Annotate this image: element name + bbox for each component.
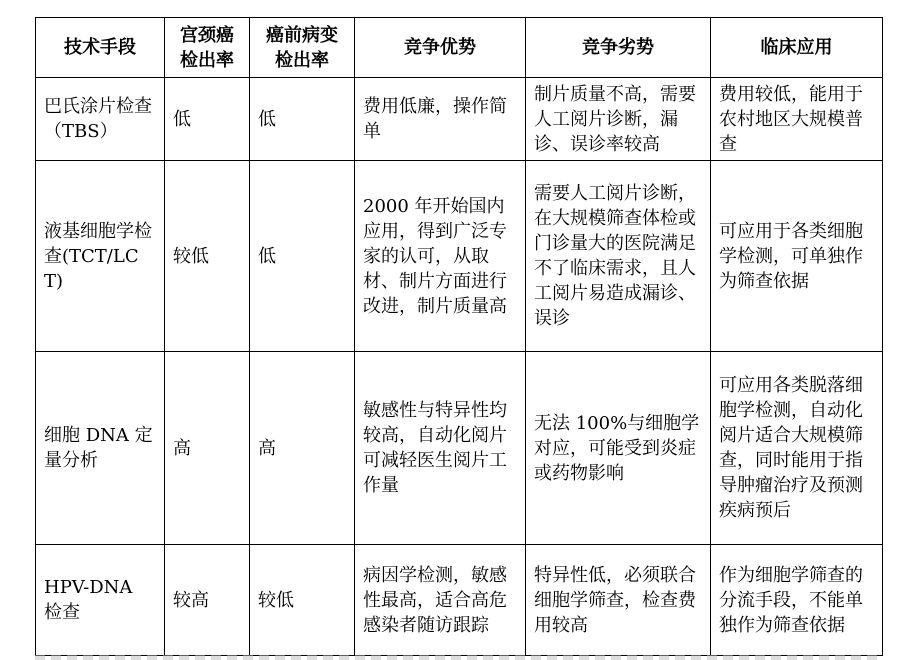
cell-precancer-rate: 低 <box>250 78 355 161</box>
cell-precancer-rate: 低 <box>250 161 355 352</box>
cell-disadvantage: 需要人工阅片诊断，在大规模筛查体检或门诊量大的医院满足不了临床需求，且人工阅片易造成漏诊、误诊 <box>526 161 711 352</box>
header-cancer-rate: 宫颈癌 检出率 <box>165 18 250 78</box>
cell-cancer-rate: 较低 <box>165 161 250 352</box>
table-row <box>36 545 883 656</box>
cell-advantage: 费用低廉，操作简单 <box>355 78 526 161</box>
cell-method: 液基细胞学检查(TCT/LCT) <box>36 161 165 352</box>
cell-application: 费用较低，能用于农村地区大规模普查 <box>711 78 883 161</box>
header-application: 临床应用 <box>711 18 883 78</box>
cell-cancer-rate: 低 <box>165 78 250 161</box>
comparison-table <box>35 17 883 656</box>
cell-application: 可应用各类脱落细胞学检测，自动化阅片适合大规模筛查，同时能用于指导肿瘤治疗及预测疾病预后 <box>711 352 883 545</box>
cell-application: 作为细胞学筛查的分流手段，不能单独作为筛查依据 <box>711 545 883 656</box>
cell-disadvantage: 特异性低，必须联合细胞学筛查，检查费用较高 <box>526 545 711 656</box>
header-method: 技术手段 <box>36 18 165 78</box>
cell-precancer-rate: 高 <box>250 352 355 545</box>
cell-advantage: 病因学检测，敏感性最高，适合高危感染者随访跟踪 <box>355 545 526 656</box>
cell-disadvantage: 无法 100%与细胞学对应，可能受到炎症或药物影响 <box>526 352 711 545</box>
cell-advantage: 2000 年开始国内应用，得到广泛专家的认可，从取材、制片方面进行改进，制片质量高 <box>355 161 526 352</box>
cell-cancer-rate: 高 <box>165 352 250 545</box>
cell-advantage: 敏感性与特异性均较高，自动化阅片可减轻医生阅片工作量 <box>355 352 526 545</box>
table-row <box>36 78 883 161</box>
cell-disadvantage: 制片质量不高，需要人工阅片诊断，漏诊、误诊率较高 <box>526 78 711 161</box>
cell-method: 细胞 DNA 定量分析 <box>36 352 165 545</box>
cell-application: 可应用于各类细胞学检测，可单独作为筛查依据 <box>711 161 883 352</box>
header-advantage: 竞争优势 <box>355 18 526 78</box>
table-row <box>36 352 883 545</box>
cropped-caption-remnant <box>0 652 923 660</box>
cell-method: 巴氏涂片检查（TBS） <box>36 78 165 161</box>
cropped-text-line <box>35 655 882 660</box>
header-disadvantage: 竞争劣势 <box>526 18 711 78</box>
cell-method: HPV-DNA 检查 <box>36 545 165 656</box>
header-row <box>36 18 883 78</box>
header-precancer-rate: 癌前病变 检出率 <box>250 18 355 78</box>
table-row <box>36 161 883 352</box>
cell-precancer-rate: 较低 <box>250 545 355 656</box>
cell-cancer-rate: 较高 <box>165 545 250 656</box>
